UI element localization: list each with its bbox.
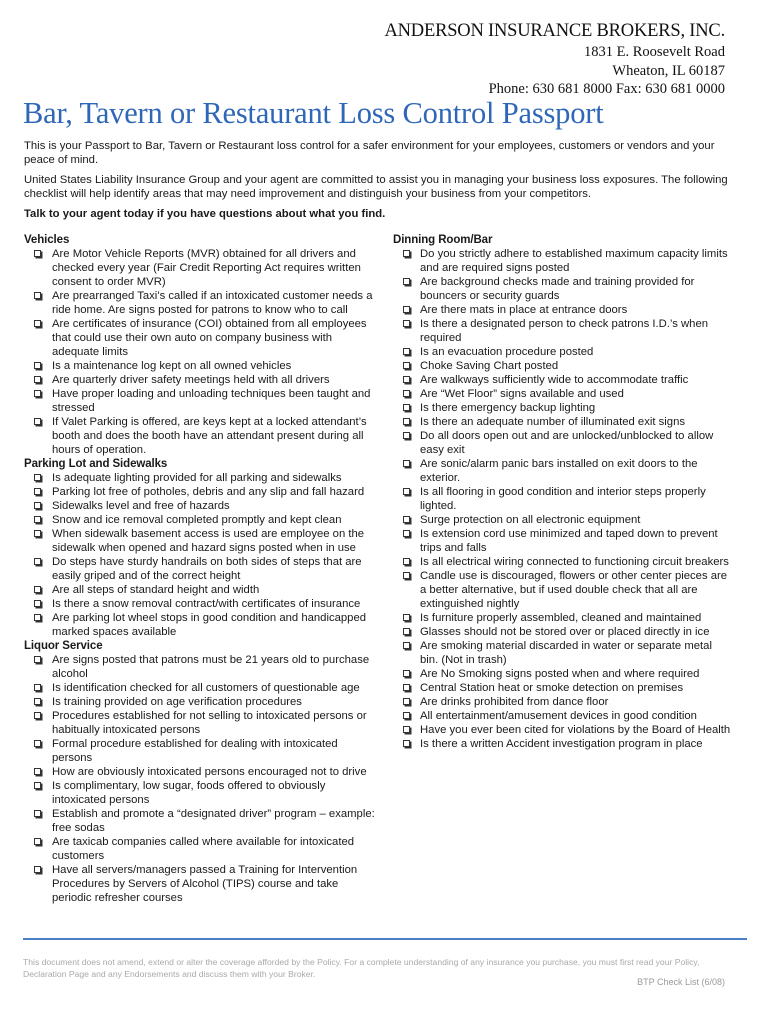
checklist-item	[24, 807, 380, 835]
checklist-item	[24, 317, 380, 359]
checklist-item	[393, 513, 733, 527]
checkbox-icon[interactable]	[34, 362, 41, 369]
checklist-item-text: Have all servers/managers passed a Training for Intervention Procedures by Servers of Alcohol (TIPS) course and take periodic refresher courses	[52, 864, 358, 904]
section-dining	[393, 233, 733, 751]
page-title: Bar, Tavern or Restaurant Loss Control Passport	[23, 96, 604, 130]
checklist-item	[24, 597, 380, 611]
section-vehicles	[24, 233, 380, 457]
checklist-item	[393, 681, 733, 695]
checkbox-icon[interactable]	[34, 488, 41, 495]
checkbox-icon[interactable]	[34, 376, 41, 383]
checklist-item-text: Are there mats in place at entrance doors	[420, 304, 628, 316]
checklist-item-text: Are sonic/alarm panic bars installed on exit doors to the exterior.	[420, 458, 698, 484]
checkbox-icon[interactable]	[403, 740, 410, 747]
checkbox-icon[interactable]	[34, 698, 41, 705]
section-heading: Vehicles	[24, 234, 70, 246]
checklist-item-text: Do steps have sturdy handrails on both sides of steps that are easily griped and of the correct height	[52, 556, 362, 582]
checkbox-icon[interactable]	[34, 530, 41, 537]
checkbox-icon[interactable]	[403, 726, 410, 733]
right-column	[393, 233, 733, 751]
checklist-item-text: Sidewalks level and free of hazards	[52, 500, 230, 512]
checklist-item-text: Candle use is discouraged, flowers or other center pieces are a better alternative, but if used double check that all are extinguished nightly	[420, 570, 728, 610]
checklist-item	[24, 653, 380, 681]
checklist-item-text: Is there a snow removal contract/with certificates of insurance	[52, 598, 361, 610]
checklist-item	[24, 499, 380, 513]
checklist-item	[24, 373, 380, 387]
checkbox-icon[interactable]	[403, 712, 410, 719]
checkbox-icon[interactable]	[34, 656, 41, 663]
checklist-item	[24, 765, 380, 779]
checkbox-icon[interactable]	[34, 250, 41, 257]
checklist-item	[393, 625, 733, 639]
footer-divider	[23, 938, 747, 940]
checkbox-icon[interactable]	[403, 488, 410, 495]
checkbox-icon[interactable]	[34, 838, 41, 845]
checklist-item	[24, 555, 380, 583]
checkbox-icon[interactable]	[34, 740, 41, 747]
checklist-item-text: Are “Wet Floor” signs available and used	[420, 388, 624, 400]
checkbox-icon[interactable]	[403, 376, 410, 383]
form-code: BTP Check List (6/08)	[637, 977, 725, 987]
checklist-item	[24, 737, 380, 765]
checkbox-icon[interactable]	[34, 712, 41, 719]
checkbox-icon[interactable]	[34, 684, 41, 691]
checklist-item	[393, 401, 733, 415]
checklist-item	[24, 611, 380, 639]
checklist-item	[393, 359, 733, 373]
checklist	[24, 653, 380, 905]
checklist-item-text: Is there a designated person to check patrons I.D.’s when required	[420, 318, 709, 344]
checkbox-icon[interactable]	[34, 292, 41, 299]
checklist-item-text: How are obviously intoxicated persons encouraged not to drive	[52, 766, 367, 778]
checklist-item	[24, 247, 380, 289]
checklist-item-text: Choke Saving Chart posted	[420, 360, 559, 372]
checklist-item	[393, 555, 733, 569]
checklist-item-text: Are parking lot wheel stops in good condition and handicapped marked spaces available	[52, 612, 367, 638]
checklist-item-text: Is there an adequate number of illuminated exit signs	[420, 416, 686, 428]
checklist-item-text: Parking lot free of potholes, debris and any slip and fall hazard	[52, 486, 365, 498]
checklist-item-text: Surge protection on all electronic equipment	[420, 514, 641, 526]
checklist-item	[393, 709, 733, 723]
checkbox-icon[interactable]	[403, 320, 410, 327]
checkbox-icon[interactable]	[34, 320, 41, 327]
checkbox-icon[interactable]	[403, 530, 410, 537]
phone-fax: Phone: 630 681 8000 Fax: 630 681 0000	[488, 81, 725, 97]
checkbox-icon[interactable]	[34, 558, 41, 565]
checkbox-icon[interactable]	[403, 348, 410, 355]
checklist-item	[24, 863, 380, 905]
checklist-item-text: Do you strictly adhere to established maximum capacity limits and are required signs posted	[420, 248, 728, 274]
checklist-item	[393, 485, 733, 513]
section-heading: Dinning Room/Bar	[393, 234, 493, 246]
checklist	[24, 471, 380, 639]
checklist-item	[24, 779, 380, 807]
checkbox-icon[interactable]	[403, 572, 410, 579]
checklist-item	[393, 695, 733, 709]
checklist-item-text: Is an evacuation procedure posted	[420, 346, 594, 358]
checklist-item-text: When sidewalk basement access is used are employee on the sidewalk when opened and hazard signs posted when in use	[52, 528, 365, 554]
checkbox-icon[interactable]	[403, 698, 410, 705]
checklist-item-text: Are walkways sufficiently wide to accommodate traffic	[420, 374, 689, 386]
checkbox-icon[interactable]	[34, 502, 41, 509]
checklist-item	[24, 289, 380, 317]
checklist-item	[393, 247, 733, 275]
checklist-item	[24, 695, 380, 709]
checklist-item-text: Are background checks made and training provided for bouncers or security guards	[420, 276, 695, 302]
checklist-item	[393, 457, 733, 485]
checklist-item	[393, 723, 733, 737]
checkbox-icon[interactable]	[34, 586, 41, 593]
checklist-item-text: Is adequate lighting provided for all parking and sidewalks	[52, 472, 342, 484]
checklist-item	[393, 303, 733, 317]
checkbox-icon[interactable]	[403, 390, 410, 397]
checklist-item-text: Is a maintenance log kept on all owned vehicles	[52, 360, 292, 372]
checklist-item	[393, 667, 733, 681]
checklist-item-text: Is extension cord use minimized and taped down to prevent trips and falls	[420, 528, 718, 554]
checklist-item-text: Glasses should not be stored over or placed directly in ice	[420, 626, 710, 638]
city-state-zip: Wheaton, IL 60187	[612, 62, 725, 79]
checklist-item-text: Snow and ice removal completed promptly and kept clean	[52, 514, 342, 526]
intro-call-to-action: Talk to your agent today if you have questions about what you find.	[24, 208, 386, 220]
checklist-item-text: All entertainment/amusement devices in good condition	[420, 710, 697, 722]
street-address: 1831 E. Roosevelt Road	[584, 44, 725, 60]
checklist-item-text: Is all electrical wiring connected to functioning circuit breakers	[420, 556, 729, 568]
checkbox-icon[interactable]	[403, 306, 410, 313]
checkbox-icon[interactable]	[403, 516, 410, 523]
checklist-item-text: Are all steps of standard height and width	[52, 584, 260, 596]
checklist-item-text: Are certificates of insurance (COI) obtained from all employees that could use their own auto on company business with adequate limits	[52, 318, 367, 358]
checkbox-icon[interactable]	[34, 768, 41, 775]
checklist-item	[24, 835, 380, 863]
checklist-item	[24, 415, 380, 457]
checklist-item	[24, 471, 380, 485]
checklist-item-text: Are No Smoking signs posted when and where required	[420, 668, 700, 680]
checklist-item	[393, 429, 733, 457]
checklist-item	[24, 681, 380, 695]
checklist-item-text: Do all doors open out and are unlocked/unblocked to allow easy exit	[420, 430, 714, 456]
section-heading: Parking Lot and Sidewalks	[24, 458, 168, 470]
checklist-item	[393, 639, 733, 667]
checklist-item-text: Are drinks prohibited from dance floor	[420, 696, 609, 708]
checklist-item	[393, 373, 733, 387]
checklist-item-text: Are smoking material discarded in water or separate metal bin. (Not in trash)	[420, 640, 712, 666]
checklist-item	[24, 485, 380, 499]
letterhead	[384, 19, 725, 99]
checkbox-icon[interactable]	[34, 390, 41, 397]
checkbox-icon[interactable]	[403, 460, 410, 467]
checkbox-icon[interactable]	[403, 362, 410, 369]
checkbox-icon[interactable]	[403, 684, 410, 691]
checkbox-icon[interactable]	[403, 628, 410, 635]
checkbox-icon[interactable]	[403, 642, 410, 649]
checklist-item-text: Is there emergency backup lighting	[420, 402, 596, 414]
checklist-item-text: Are taxicab companies called where available for intoxicated customers	[52, 836, 355, 862]
checklist-item-text: Central Station heat or smoke detection on premises	[420, 682, 684, 694]
checklist-item	[393, 387, 733, 401]
checklist-item	[24, 387, 380, 415]
checkbox-icon[interactable]	[34, 516, 41, 523]
checklist-item	[393, 275, 733, 303]
checklist-item-text: Are quarterly driver safety meetings held with all drivers	[52, 374, 330, 386]
checklist-item-text: Formal procedure established for dealing with intoxicated persons	[52, 738, 338, 764]
checklist-item-text: Is training provided on age verification procedures	[52, 696, 302, 708]
checklist-item	[393, 611, 733, 625]
checklist-item-text: Are Motor Vehicle Reports (MVR) obtained for all drivers and checked every year (Fair Credit Reporting Act requires written consent to order MVR)	[52, 248, 361, 288]
checklist-item-text: Procedures established for not selling to intoxicated persons or habitually intoxicated persons	[52, 710, 367, 736]
checkbox-icon[interactable]	[34, 782, 41, 789]
checklist-item	[24, 513, 380, 527]
checklist-item	[393, 317, 733, 345]
checklist	[24, 247, 380, 457]
checklist-item-text: Have you ever been cited for violations by the Board of Health	[420, 724, 731, 736]
checkbox-icon[interactable]	[34, 474, 41, 481]
checkbox-icon[interactable]	[34, 600, 41, 607]
checklist-item	[24, 527, 380, 555]
checklist-item-text: Are prearranged Taxi’s called if an intoxicated customer needs a ride home. Are signs posted for patrons to know who to call	[52, 290, 373, 316]
company-name: ANDERSON INSURANCE BROKERS, INC.	[384, 21, 725, 41]
intro	[24, 139, 732, 227]
checklist	[393, 247, 733, 751]
intro-paragraph-2: United States Liability Insurance Group and your agent are committed to assist you in managing your business loss exposures. The following checklist will help identify areas that may need improvement and distinguish your business from your competitors.	[24, 174, 728, 200]
checklist-item	[393, 737, 733, 751]
checklist-item	[24, 359, 380, 373]
checklist-item-text: Is furniture properly assembled, cleaned and maintained	[420, 612, 702, 624]
checkbox-icon[interactable]	[34, 418, 41, 425]
checklist-item-text: Is identification checked for all customers of questionable age	[52, 682, 360, 694]
intro-paragraph-1: This is your Passport to Bar, Tavern or Restaurant loss control for a safer environment for your employees, customers or vendors and your peace of mind.	[24, 140, 715, 166]
checkbox-icon[interactable]	[403, 250, 410, 257]
checkbox-icon[interactable]	[403, 418, 410, 425]
checklist-item	[24, 709, 380, 737]
checkbox-icon[interactable]	[403, 670, 410, 677]
checklist-item-text: If Valet Parking is offered, are keys kept at a locked attendant’s booth and does the booth have an attendant present during all hours of operation.	[52, 416, 367, 456]
checklist-item	[393, 527, 733, 555]
checklist-item-text: Is there a written Accident investigation program in place	[420, 738, 703, 750]
checkbox-icon[interactable]	[34, 614, 41, 621]
checklist-item-text: Have proper loading and unloading techniques been taught and stressed	[52, 388, 371, 414]
checkbox-icon[interactable]	[34, 810, 41, 817]
checkbox-icon[interactable]	[403, 278, 410, 285]
checklist-item-text: Is complimentary, low sugar, foods offered to obviously intoxicated persons	[52, 780, 326, 806]
disclaimer: This document does not amend, extend or alter the coverage afforded by the Policy. For a complete understanding of any insurance you purchase, you must first read your Policy, Declaration Page and any Endorsements and discuss them with your Broker.	[23, 957, 700, 979]
checklist-item	[393, 415, 733, 429]
checkbox-icon[interactable]	[403, 614, 410, 621]
checklist-item	[24, 583, 380, 597]
checklist-item-text: Are signs posted that patrons must be 21 years old to purchase alcohol	[52, 654, 370, 680]
checklist-item	[393, 345, 733, 359]
checklist-item	[393, 569, 733, 611]
section-heading: Liquor Service	[24, 640, 103, 652]
checkbox-icon[interactable]	[403, 558, 410, 565]
checkbox-icon[interactable]	[34, 866, 41, 873]
checklist-item-text: Is all flooring in good condition and interior steps properly lighted.	[420, 486, 706, 512]
section-liquor	[24, 639, 380, 905]
left-column	[24, 233, 380, 905]
checklist-item-text: Establish and promote a “designated driver” program – example: free sodas	[52, 808, 375, 834]
checkbox-icon[interactable]	[403, 404, 410, 411]
section-parking	[24, 457, 380, 639]
checkbox-icon[interactable]	[403, 432, 410, 439]
